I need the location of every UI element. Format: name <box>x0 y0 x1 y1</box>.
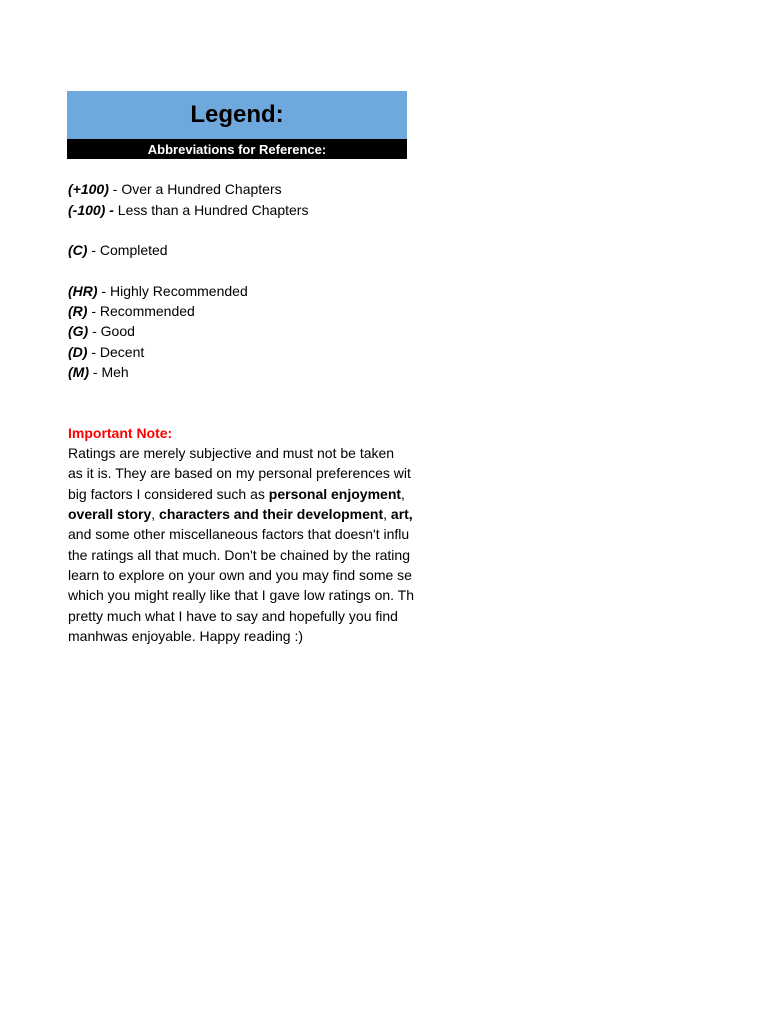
abbreviation-row <box>67 321 407 341</box>
abbreviation-separator: - <box>89 363 102 380</box>
abbreviation-row <box>67 301 407 321</box>
abbreviation-row <box>67 200 407 220</box>
abbreviation-code: (HR) <box>68 282 98 299</box>
abbreviation-code: (C) <box>68 242 88 259</box>
legend-sheet <box>67 91 415 646</box>
spacer <box>67 159 407 179</box>
abbreviation-description: Recommended <box>99 303 195 320</box>
abbreviation-row <box>67 240 407 260</box>
spacer <box>67 260 407 280</box>
abbreviation-description: Less than a Hundred Chapters <box>117 201 309 218</box>
note-emphasis: overall story <box>68 506 152 523</box>
note-text: big factors I considered such as <box>68 485 269 502</box>
note-emphasis: personal enjoyment <box>268 485 402 502</box>
abbreviation-separator: - <box>87 343 100 360</box>
abbreviation-code: (M) <box>68 363 89 380</box>
note-line: Ratings are merely subjective and must not be taken <box>68 445 395 462</box>
note-line <box>67 484 407 504</box>
note-line: the ratings all that much. Don't be chained by the rating <box>68 546 410 563</box>
abbreviation-code: (R) <box>68 303 88 320</box>
abbreviation-separator: - <box>87 303 100 320</box>
abbreviation-description: Over a Hundred Chapters <box>121 181 282 198</box>
legend-subtitle-bar <box>67 139 407 159</box>
abbreviation-row <box>67 342 407 362</box>
note-emphasis: characters and their development <box>159 506 384 523</box>
note-line: manhwas enjoyable. Happy reading :) <box>68 627 304 644</box>
spacer <box>67 220 407 240</box>
note-line <box>67 504 413 524</box>
legend-title: Legend: <box>190 101 284 128</box>
abbreviation-row <box>67 281 407 301</box>
note-text: , <box>383 506 391 523</box>
abbreviation-code: (-100) - <box>68 201 114 218</box>
legend-title-bar <box>67 91 407 139</box>
note-text: , <box>151 506 160 523</box>
abbreviation-code: (+100) <box>68 181 109 198</box>
note-emphasis: art, <box>390 506 413 523</box>
note-text: , <box>401 485 405 502</box>
abbreviation-separator: - <box>88 323 101 340</box>
abbreviation-code: (D) <box>68 343 88 360</box>
note-line: which you might really like that I gave low ratings on. Th <box>68 587 415 604</box>
important-note-title: Important Note: <box>68 424 173 441</box>
abbreviation-row <box>67 179 407 199</box>
abbreviation-separator: - <box>87 242 100 259</box>
abbreviation-description: Good <box>100 323 135 340</box>
abbreviation-description: Meh <box>101 363 129 380</box>
abbreviation-description: Completed <box>99 242 168 259</box>
abbreviation-code: (G) <box>68 323 89 340</box>
note-line: as it is. They are based on my personal preferences wit <box>68 465 411 482</box>
note-line: learn to explore on your own and you may find some se <box>68 566 412 583</box>
note-line: pretty much what I have to say and hopefully you find <box>68 607 398 624</box>
abbreviation-description: Highly Recommended <box>110 282 248 299</box>
spacer <box>67 403 407 423</box>
abbreviation-separator: - <box>97 282 110 299</box>
legend-subtitle: Abbreviations for Reference: <box>147 141 327 157</box>
abbreviation-description: Decent <box>99 343 145 360</box>
spacer <box>67 382 407 402</box>
abbreviation-row <box>67 362 407 382</box>
abbreviation-separator: - <box>108 181 122 198</box>
note-line: and some other miscellaneous factors that doesn't influ <box>68 526 410 543</box>
